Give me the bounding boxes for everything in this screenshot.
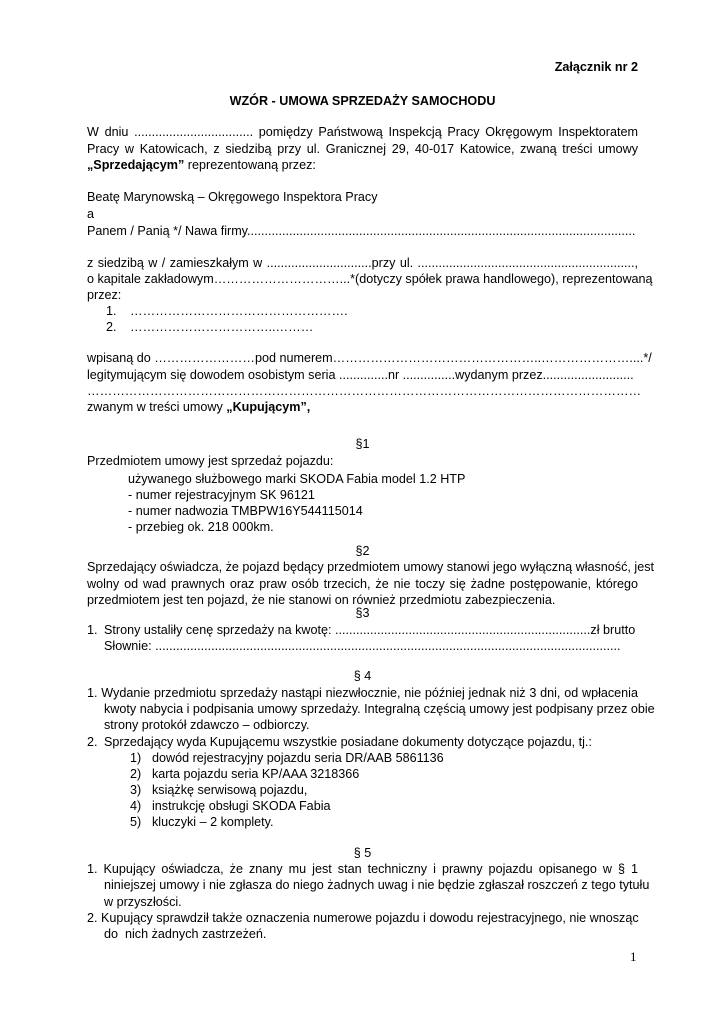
section-2-heading: §2: [355, 544, 370, 558]
section-5-p1-line-2: niniejszej umowy i nie zgłasza do niego żadnych uwag i nie będzie zgłaszał roszczeń z tego tytułu: [104, 878, 650, 892]
section-5-p1-line-1: 1. Kupujący oświadcza, że znany mu jest stan techniczny i prawny pojazdu opisanego w § 1: [87, 862, 638, 876]
document-list-item: książkę serwisową pojazdu,: [152, 783, 308, 797]
price-line: Strony ustaliły cenę sprzedaży na kwotę: .........................................................................zł brutto: [104, 623, 636, 637]
address-line-3: przez:: [87, 288, 122, 302]
document-list-item: kluczyki – 2 komplety.: [152, 815, 274, 829]
section-1-heading: §1: [355, 437, 370, 451]
address-line-2: o kapitale zakładowym…………………………...*(dotyczy spółek prawa handlowego), reprezentowaną: [87, 272, 653, 286]
document-list-item: karta pojazdu seria KP/AAA 3218366: [152, 767, 360, 781]
page-number: 1: [630, 949, 637, 964]
intro-line-3-rest: reprezentowaną przez:: [184, 158, 316, 172]
document-list-number: 4): [130, 799, 142, 813]
section-5-heading: § 5: [353, 846, 372, 860]
section-4-p1-line-1: 1. Wydanie przedmiotu sprzedaży nastąpi niezwłocznie, nie później jednak niż 3 dni, od wpłacenia: [87, 686, 638, 700]
annex-label: Załącznik nr 2: [554, 60, 638, 74]
intro-line-3: [87, 158, 316, 173]
section-5-p2-line-2: do nich żadnych zastrzeżeń.: [104, 927, 267, 941]
section-2-line-2: wolny od wad prawnych oraz praw osób trzecich, że nie toczy się żadne postępowanie, którego: [87, 577, 638, 591]
document-title: WZÓR - UMOWA SPRZEDAŻY SAMOCHODU: [229, 94, 496, 108]
section-2-line-3: przedmiotem jest ten pojazd, że nie stanowi on również przedmiotu zabezpieczenia.: [87, 593, 556, 607]
section-3-item-number: 1.: [87, 623, 98, 637]
registry-line-1: wpisaną do ……………………pod numerem…………………………………………..…………………....*/: [87, 351, 652, 365]
intro-line-2: Pracy w Katowicach, z siedzibą przy ul. Granicznej 29, 40-017 Katowice, zwaną treści umowy: [87, 142, 638, 156]
vehicle-registration: - numer rejestracyjnym SK 96121: [128, 488, 315, 502]
document-list-item: instrukcję obsługi SKODA Fabia: [152, 799, 331, 813]
buyer-term-prefix: zwanym w treści umowy: [87, 400, 227, 414]
seller-representative: Beatę Marynowską – Okręgowego Inspektora Pracy: [87, 190, 378, 204]
section-3-heading: §3: [355, 606, 370, 620]
document-list-item: dowód rejestracyjny pojazdu seria DR/AAB 5861136: [152, 751, 444, 765]
section-1-text: Przedmiotem umowy jest sprzedaż pojazdu:: [87, 454, 334, 468]
seller-term: „Sprzedającym”: [87, 158, 185, 172]
price-in-words-line: Słownie: .....................................................................................................................................: [104, 639, 621, 653]
representative-1-number: 1.: [106, 304, 117, 318]
registry-line-3: ……………………………………………………………………………………………………………………: [87, 384, 642, 398]
section-4-p2-number: 2.: [87, 735, 98, 749]
vehicle-description: używanego służbowego marki SKODA Fabia model 1.2 HTP: [128, 472, 466, 486]
buyer-line: Panem / Panią */ Nawa firmy...............................................................................................................: [87, 224, 636, 238]
document-list-number: 2): [130, 767, 142, 781]
representative-2-number: 2.: [106, 320, 117, 334]
section-4-p1-line-2: kwoty nabycia i podpisania umowy sprzedaży. Integralną częścią umowy jest podpisany przez obie: [104, 702, 655, 716]
section-4-p1-line-3: strony protokół zdawczo – odbiorczy.: [104, 718, 310, 732]
section-5-p2-line-1: 2. Kupujący sprawdził także oznaczenia numerowe pojazdu i dowodu rejestracyjnego, nie wnosząc: [87, 911, 639, 925]
registry-line-4: [87, 400, 310, 415]
section-2-line-1: Sprzedający oświadcza, że pojazd będący przedmiotem umowy stanowi jego wyłączną własność, jest: [87, 560, 654, 574]
section-5-p1-line-3: w przyszłości.: [104, 895, 182, 909]
representative-2-field: ……………………………..………: [130, 320, 314, 334]
vehicle-mileage: - przebieg ok. 218 000km.: [128, 520, 274, 534]
representative-1-field: …………………………………………….: [130, 304, 348, 318]
address-line-1: z siedzibą w / zamieszkałym w ..............................przy ul. ..............................................................,: [87, 256, 638, 270]
document-list-number: 3): [130, 783, 142, 797]
section-4-heading: § 4: [353, 669, 372, 683]
document-list-number: 5): [130, 815, 142, 829]
and-word: a: [87, 207, 95, 221]
registry-line-2: legitymującym się dowodem osobistym seria ..............nr ...............wydanym przez..........................: [87, 368, 634, 382]
section-4-p2-line-1: Sprzedający wyda Kupującemu wszystkie posiadane dokumenty dotyczące pojazdu, tj.:: [104, 735, 592, 749]
intro-line-1: W dniu .................................. pomiędzy Państwową Inspekcją Pracy Okręgowym Inspektoratem: [87, 125, 638, 139]
buyer-term: „Kupującym”,: [226, 400, 311, 414]
document-list-number: 1): [130, 751, 142, 765]
vehicle-vin: - numer nadwozia TMBPW16Y544115014: [128, 504, 363, 518]
